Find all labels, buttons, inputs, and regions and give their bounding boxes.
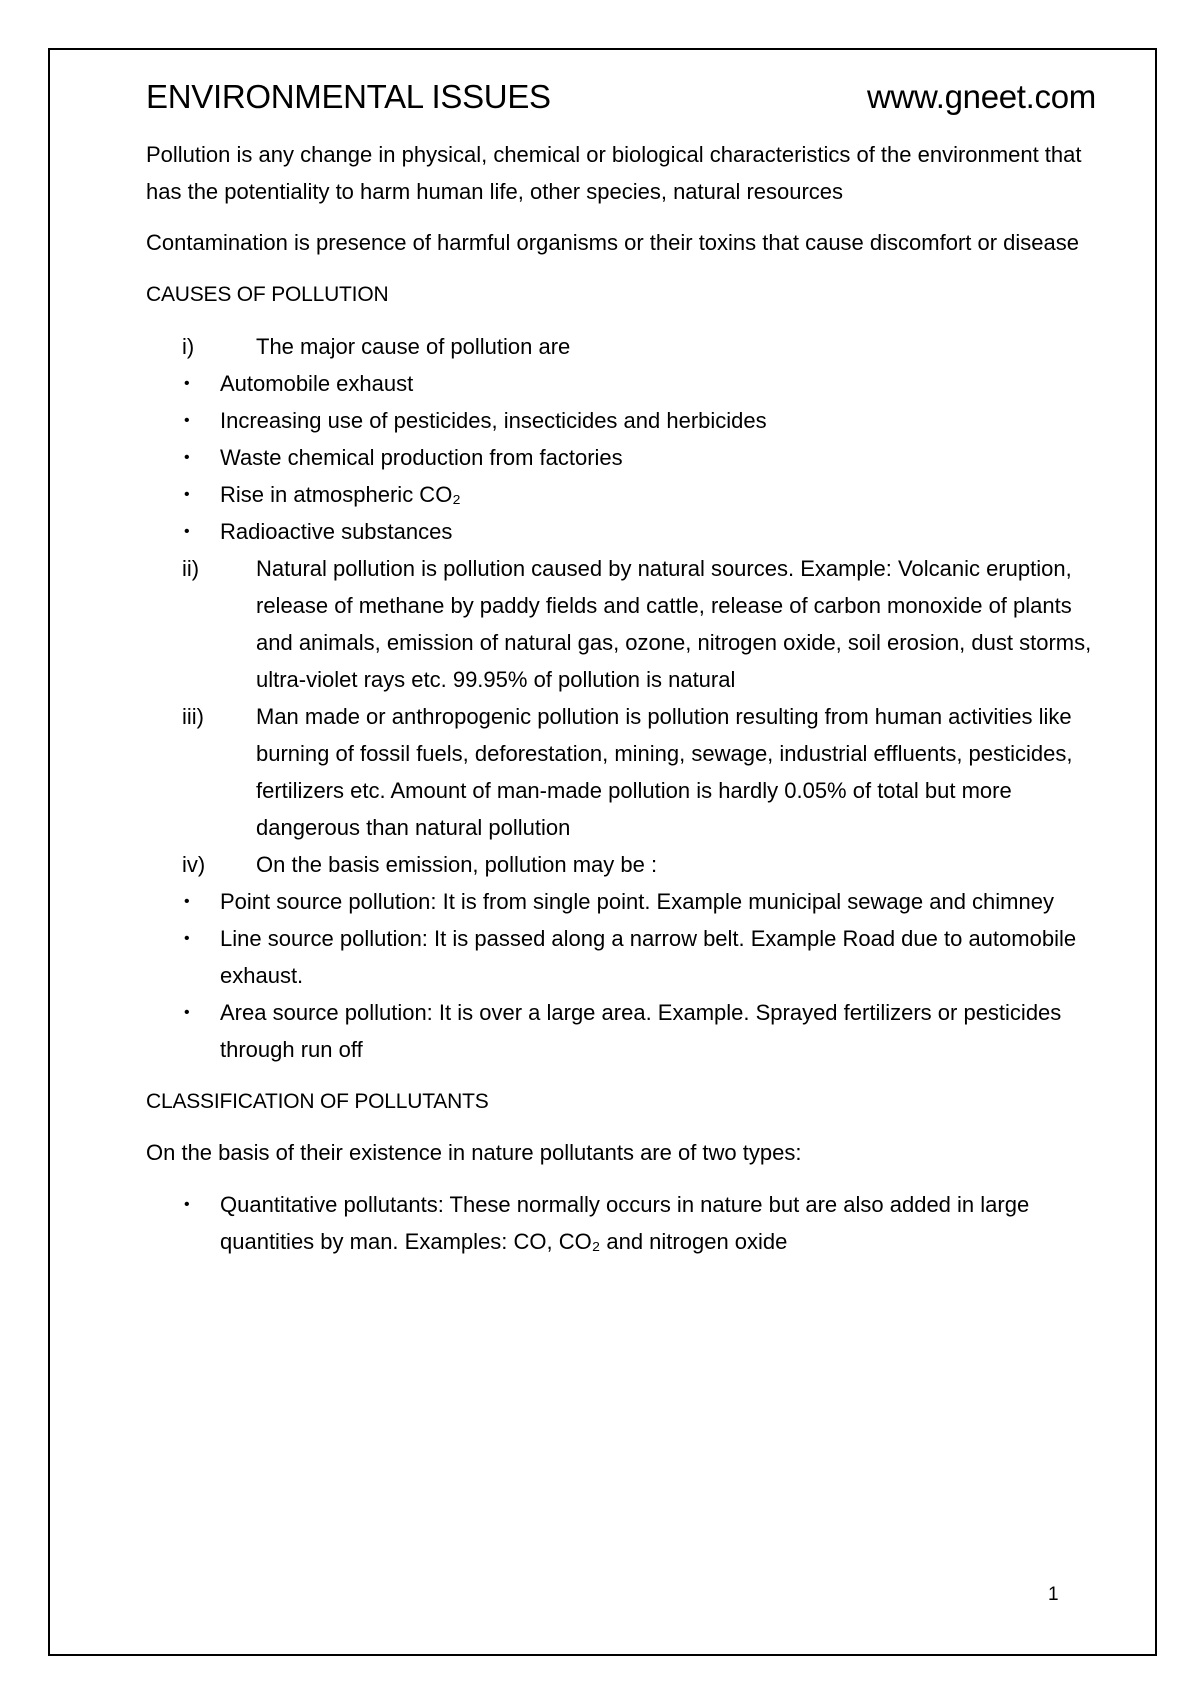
bullet-icon: •: [184, 523, 190, 540]
list-marker: iv): [182, 852, 206, 877]
list-item-text: Man made or anthropogenic pollution is pollution resulting from human activities like burning of fossil fuels, deforestation, mining, sewage, industrial effluents, pesticides, fertilizers etc. Amount of man-made pollution is hardly 0.05% of total but more dangerous than natural pollution: [256, 704, 1073, 840]
list-item: [146, 1186, 1096, 1260]
list-item-text: Point source pollution: It is from single point. Example municipal sewage and chimney: [220, 889, 1054, 914]
bullet-icon: •: [184, 449, 190, 466]
bullet-icon: •: [184, 930, 190, 947]
list-item-text: Waste chemical production from factories: [220, 445, 623, 470]
list-marker: iii): [182, 704, 204, 729]
page-header: [146, 78, 1096, 122]
list-item: [146, 402, 1096, 439]
site-url: www.gneet.com: [866, 78, 1096, 115]
bullet-icon: •: [184, 486, 190, 503]
list-item: [146, 846, 1096, 883]
list-item: [146, 920, 1096, 994]
list-item: [146, 476, 1096, 513]
bullet-icon: •: [184, 1196, 190, 1213]
causes-list: [146, 328, 1096, 1068]
pollution-definition: Pollution is any change in physical, chemical or biological characteristics of the environment that has the potentiality to harm human life, other species, natural resources: [146, 142, 1082, 204]
list-item-text: The major cause of pollution are: [256, 334, 571, 359]
causes-heading: CAUSES OF POLLUTION: [146, 283, 389, 306]
page-number: 1: [1048, 1584, 1059, 1605]
list-item: [146, 439, 1096, 476]
list-item-text: Natural pollution is pollution caused by natural sources. Example: Volcanic eruption, release of methane by paddy fields and cattle, release of carbon monoxide of plants and animals, emission of natural gas, ozone, nitrogen oxide, soil erosion, dust storms, ultra-violet rays etc. 99.95% of pollution is natural: [256, 556, 1092, 692]
list-item: [146, 365, 1096, 402]
list-marker: ii): [182, 556, 200, 581]
bullet-icon: •: [184, 1004, 190, 1021]
list-item: [146, 994, 1096, 1068]
list-marker: i): [182, 334, 195, 359]
document-body: [146, 78, 1096, 1260]
list-item-text: Rise in atmospheric CO₂: [220, 482, 461, 507]
bullet-icon: •: [184, 412, 190, 429]
contamination-definition: Contamination is presence of harmful organisms or their toxins that cause discomfort or disease: [146, 230, 1079, 255]
classification-intro: On the basis of their existence in nature pollutants are of two types:: [146, 1140, 802, 1165]
list-item-text: Automobile exhaust: [220, 371, 414, 396]
document-title: ENVIRONMENTAL ISSUES: [146, 78, 551, 115]
list-item: [146, 328, 1096, 365]
list-item: [146, 883, 1096, 920]
list-item-text: On the basis emission, pollution may be :: [256, 852, 658, 877]
list-item-text: Quantitative pollutants: These normally occurs in nature but are also added in large quantities by man. Examples: CO, CO₂ and nitrogen oxide: [220, 1192, 1030, 1254]
list-item-text: Line source pollution: It is passed along a narrow belt. Example Road due to automobile exhaust.: [220, 926, 1077, 988]
list-item: [146, 698, 1096, 846]
list-item: [146, 550, 1096, 698]
classification-list: [146, 1186, 1096, 1260]
list-item: [146, 513, 1096, 550]
classification-heading: CLASSIFICATION OF POLLUTANTS: [146, 1090, 489, 1113]
list-item-text: Area source pollution: It is over a large area. Example. Sprayed fertilizers or pesticides through run off: [220, 1000, 1062, 1062]
bullet-icon: •: [184, 375, 190, 392]
list-item-text: Radioactive substances: [220, 519, 453, 544]
bullet-icon: •: [184, 893, 190, 910]
list-item-text: Increasing use of pesticides, insecticides and herbicides: [220, 408, 767, 433]
